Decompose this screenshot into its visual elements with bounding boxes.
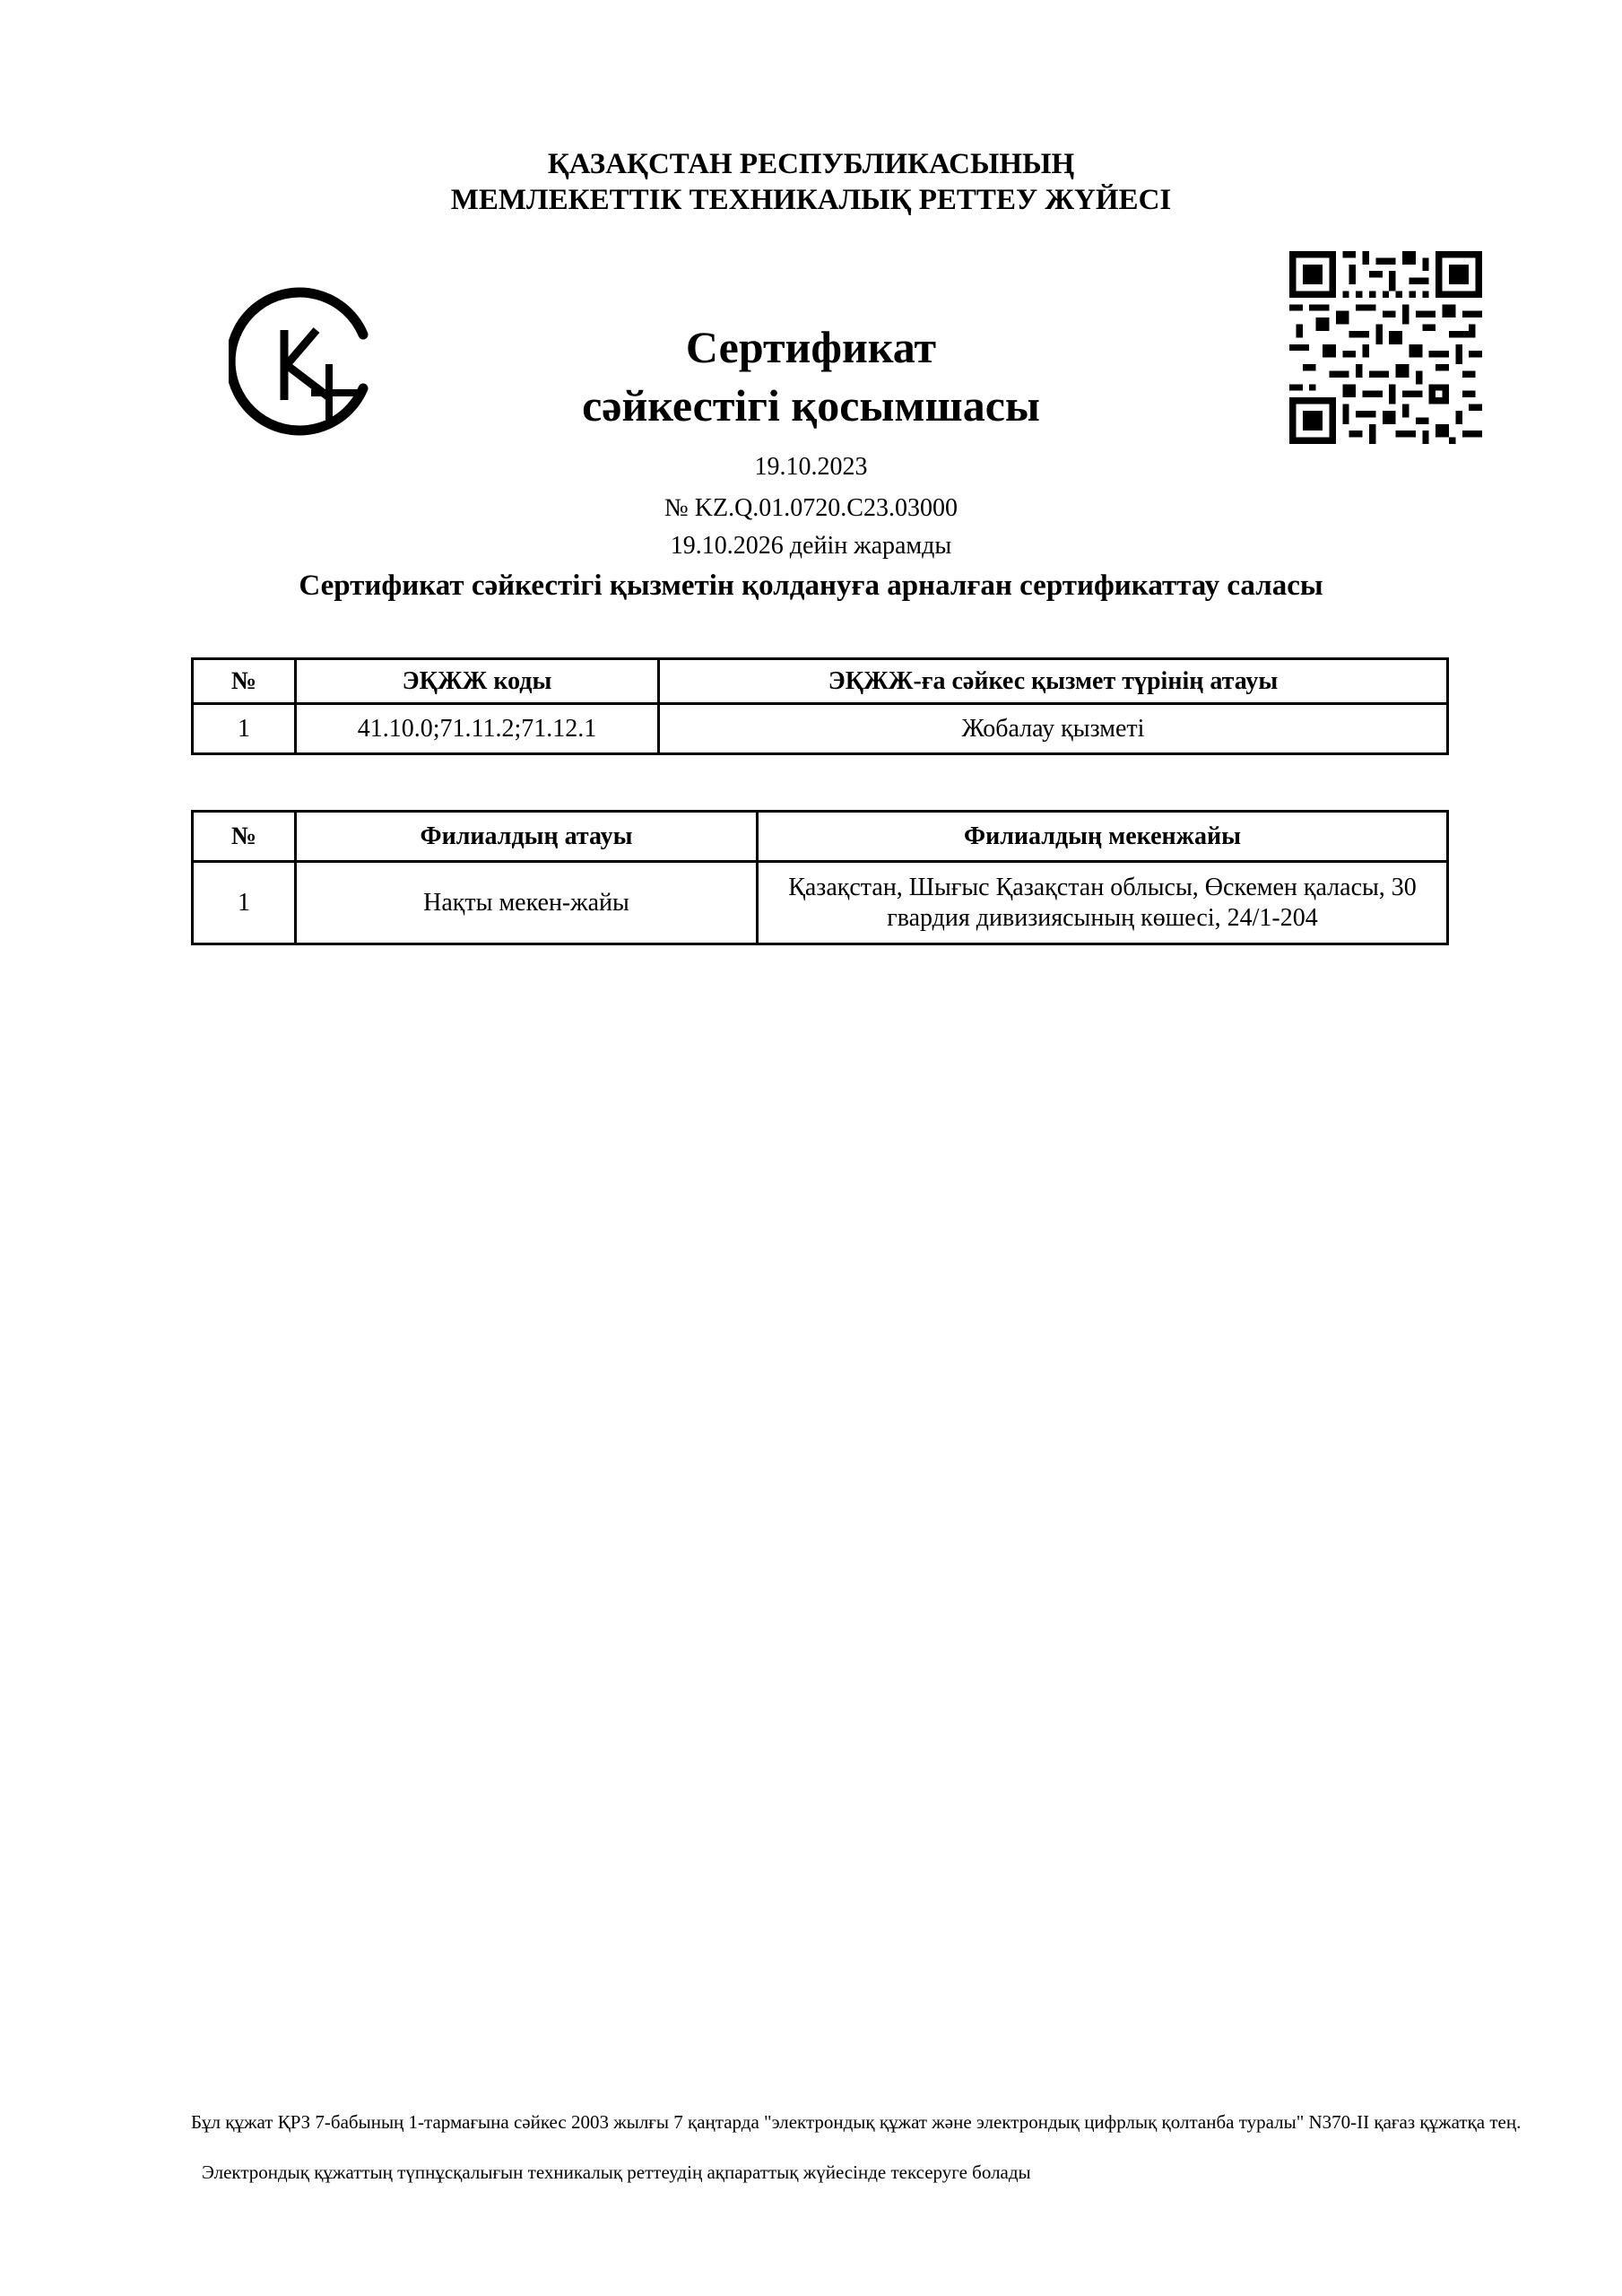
footer-verification-note: Электрондық құжаттың түпнұсқалығын техникалық реттеудің ақпараттық жүйесінде тексеруге болады <box>202 2161 1031 2183</box>
table-header-row <box>193 812 1448 862</box>
issue-date: 19.10.2023 <box>754 453 868 481</box>
table-header-row <box>193 659 1448 704</box>
title-line-1: Сертификат <box>685 322 937 372</box>
footer-legal-note: Бұл құжат ҚРЗ 7-бабының 1-тармағына сәйкес 2003 жылғы 7 қаңтарда "электрондық құжат және электрондық цифрлық қолтанба туралы" N370-II қағаз құжатқа тең. <box>191 2111 1522 2133</box>
header-activity-name: ЭҚЖЖ-ға сәйкес қызмет түрінің атауы <box>659 659 1448 704</box>
header-branch-name: Филиалдың атауы <box>296 812 758 862</box>
activity-codes-table <box>191 657 1449 755</box>
branches-table <box>191 810 1449 945</box>
header-branch-address: Филиалдың мекенжайы <box>758 812 1448 862</box>
section-title: Сертификат сәйкестігі қызметін қолдануға арналған сертификаттау саласы <box>299 570 1323 602</box>
cell-code: 41.10.0;71.11.2;71.12.1 <box>296 704 659 754</box>
valid-until: 19.10.2026 дейін жарамды <box>670 532 952 560</box>
header-number: № <box>193 812 296 862</box>
table-row <box>193 704 1448 754</box>
cell-branch-address: Қазақстан, Шығыс Қазақстан облысы, Өскемен қаласы, 30 гвардия дивизиясының көшесі, 24/1-204 <box>758 862 1448 944</box>
certificate-number: № KZ.Q.01.0720.C23.03000 <box>664 494 958 522</box>
cell-activity-name: Жобалау қызметі <box>659 704 1448 754</box>
header-number: № <box>193 659 296 704</box>
header-line-1: ҚАЗАҚСТАН РЕСПУБЛИКАСЫНЫҢ <box>547 148 1075 180</box>
header-code: ЭҚЖЖ коды <box>296 659 659 704</box>
header-line-2: МЕМЛЕКЕТТІК ТЕХНИКАЛЫҚ РЕТТЕУ ЖҮЙЕСІ <box>450 184 1172 216</box>
title-line-2: сәйкестігі қосымшасы <box>582 380 1040 430</box>
table-row <box>193 862 1448 944</box>
cell-branch-name: Нақты мекен-жайы <box>296 862 758 944</box>
cell-number: 1 <box>193 862 296 944</box>
cell-number: 1 <box>193 704 296 754</box>
